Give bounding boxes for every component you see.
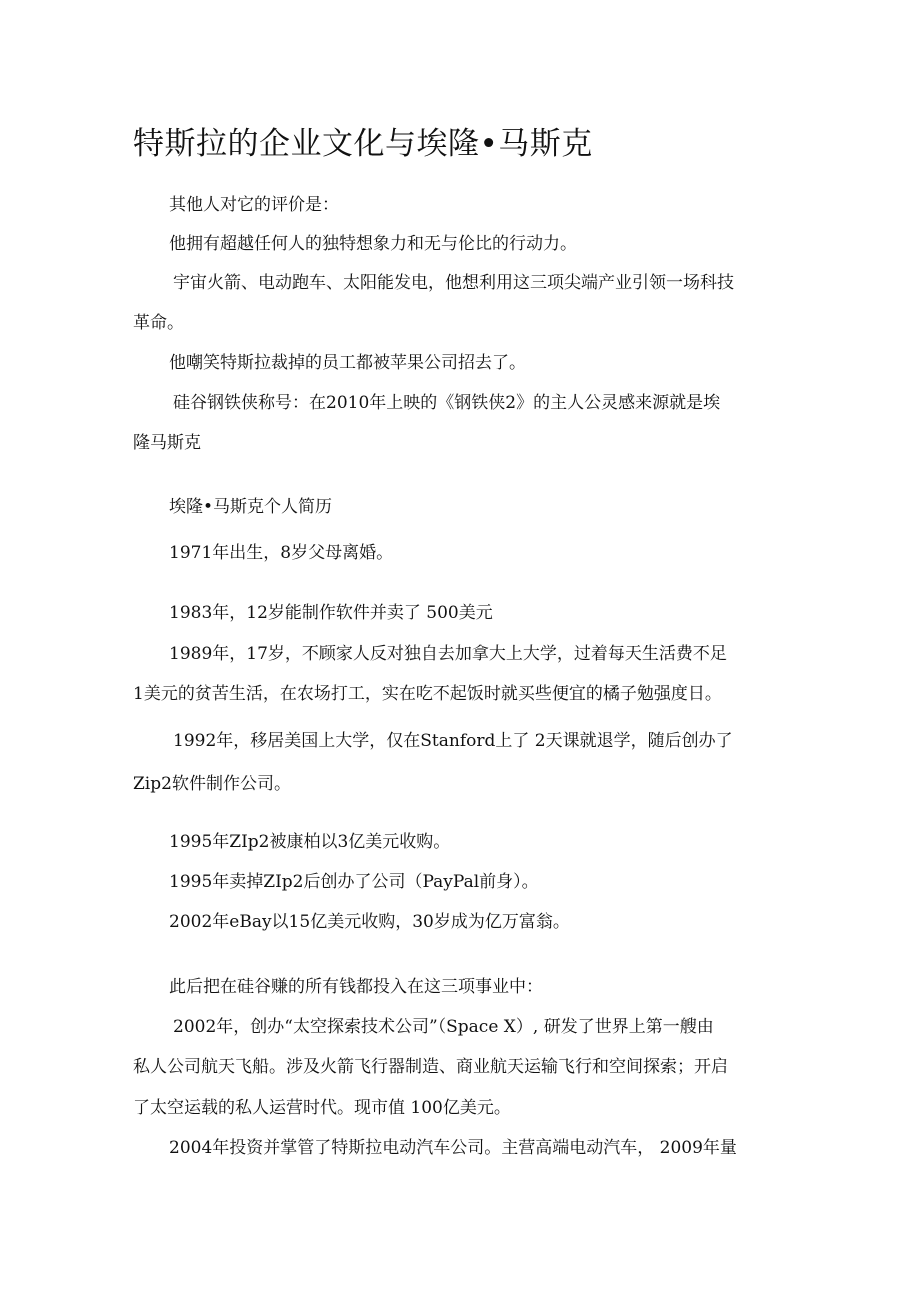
paragraph-line: 私人公司航天飞船。涉及火箭飞行器制造、商业航天运输飞行和空间探索；开启 bbox=[133, 1057, 728, 1077]
paragraph-line: 宇宙火箭、电动跑车、太阳能发电，他想利用这三项尖端产业引领一场科技 bbox=[173, 273, 734, 293]
paragraph-line: 了太空运载的私人运营时代。现市值 100亿美元。 bbox=[133, 1098, 511, 1118]
paragraph-line: 1995年ZIp2被康柏以3亿美元收购。 bbox=[169, 832, 451, 852]
paragraph-line: 1989年，17岁，不顾家人反对独自去加拿大上大学，过着每天生活费不足 bbox=[169, 644, 727, 664]
paragraph-line: 1995年卖掉ZIp2后创办了公司（PayPal前身）。 bbox=[169, 872, 539, 892]
paragraph-line: 2002年，创办“太空探索技术公司”（Space X）, 研发了世界上第一艘由 bbox=[173, 1017, 714, 1037]
paragraph-line: 其他人对它的评价是： bbox=[169, 195, 339, 215]
paragraph-line: 隆马斯克 bbox=[133, 433, 201, 453]
paragraph-line: 1992年，移居美国上大学，仅在Stanford上了 2天课就退学，随后创办了 bbox=[173, 731, 733, 751]
paragraph-line: 革命。 bbox=[133, 313, 184, 333]
section-heading: 埃隆•马斯克个人简历 bbox=[169, 497, 333, 517]
paragraph-line: 此后把在硅谷赚的所有钱都投入在这三项事业中： bbox=[169, 977, 543, 997]
paragraph-line: 1美元的贫苦生活，在农场打工，实在吃不起饭时就买些便宜的橘子勉强度日。 bbox=[133, 684, 722, 704]
paragraph-line: 他嘲笑特斯拉裁掉的员工都被苹果公司招去了。 bbox=[169, 353, 526, 373]
document-title: 特斯拉的企业文化与埃隆•马斯克 bbox=[133, 126, 593, 162]
paragraph-line: 硅谷钢铁侠称号：在2010年上映的《钢铁侠2》的主人公灵感来源就是埃 bbox=[173, 393, 721, 413]
paragraph-line: 2002年eBay以15亿美元收购，30岁成为亿万富翁。 bbox=[169, 912, 570, 932]
paragraph-line: 他拥有超越任何人的独特想象力和无与伦比的行动力。 bbox=[169, 234, 577, 254]
paragraph-line: Zip2软件制作公司。 bbox=[133, 774, 291, 794]
paragraph-line: 1971年出生，8岁父母离婚。 bbox=[169, 543, 394, 563]
paragraph-line: 1983年，12岁能制作软件并卖了 500美元 bbox=[169, 603, 493, 623]
paragraph-line: 2004年投资并掌管了特斯拉电动汽车公司。主营高端电动汽车， 2009年量 bbox=[169, 1138, 737, 1158]
